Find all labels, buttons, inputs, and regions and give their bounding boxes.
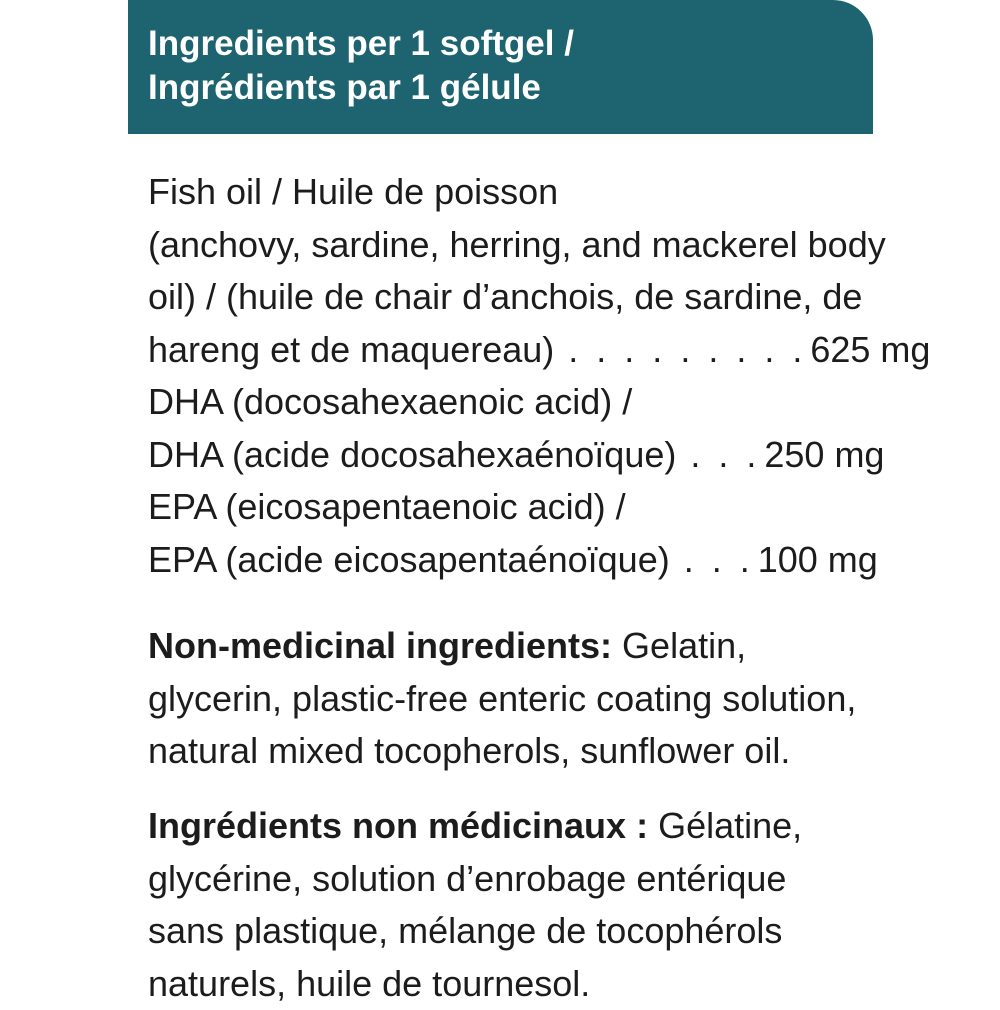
dha-name-fr: DHA (acide docosahexaénoïque) (148, 429, 676, 482)
fish-oil-entry (148, 166, 860, 376)
fish-oil-amount-row (148, 324, 860, 377)
non-medicinal-en-text-3: natural mixed tocopherols, sunflower oil. (148, 725, 860, 778)
non-medicinal-ingredients-en (148, 620, 860, 778)
epa-amount: 100 mg (758, 534, 878, 587)
fish-oil-source-fr-end: hareng et de maquereau) (148, 324, 554, 377)
epa-name-fr: EPA (acide eicosapentaénoïque) (148, 534, 670, 587)
dot-leader: . . . . . . . . . (568, 324, 806, 377)
ingredients-header-banner (128, 0, 873, 134)
non-medicinal-fr-label: Ingrédients non médicinaux : (148, 805, 648, 846)
non-medicinal-en-first-line (148, 620, 860, 673)
fish-oil-source-en: (anchovy, sardine, herring, and mackerel body (148, 219, 860, 272)
header-title-french: Ingrédients par 1 gélule (148, 66, 873, 110)
non-medicinal-fr-text-1: Gélatine, (648, 805, 802, 846)
epa-amount-row (148, 534, 860, 587)
dot-leader: . . . (684, 534, 754, 587)
non-medicinal-fr-text-2: glycérine, solution d’enrobage entérique (148, 853, 860, 906)
non-medicinal-fr-text-4: naturels, huile de tournesol. (148, 958, 860, 1010)
non-medicinal-en-text-2: glycerin, plastic-free enteric coating solution, (148, 673, 860, 726)
fish-oil-amount: 625 mg (810, 324, 930, 377)
dha-name-en: DHA (docosahexaenoic acid) / (148, 376, 860, 429)
non-medicinal-fr-text-3: sans plastique, mélange de tocophérols (148, 905, 860, 958)
medicinal-ingredients-list (148, 166, 860, 586)
non-medicinal-en-label: Non-medicinal ingredients: (148, 625, 612, 666)
epa-entry (148, 481, 860, 586)
epa-name-en: EPA (eicosapentaenoic acid) / (148, 481, 860, 534)
header-title-english: Ingredients per 1 softgel / (148, 22, 873, 66)
dha-amount-row (148, 429, 860, 482)
dha-amount: 250 mg (764, 429, 884, 482)
non-medicinal-fr-first-line (148, 800, 860, 853)
non-medicinal-ingredients-fr (148, 800, 860, 1010)
fish-oil-name: Fish oil / Huile de poisson (148, 166, 860, 219)
non-medicinal-en-text-1: Gelatin, (612, 625, 746, 666)
fish-oil-source-fr: oil) / (huile de chair d’anchois, de sardine, de (148, 271, 860, 324)
dha-entry (148, 376, 860, 481)
dot-leader: . . . (690, 429, 760, 482)
